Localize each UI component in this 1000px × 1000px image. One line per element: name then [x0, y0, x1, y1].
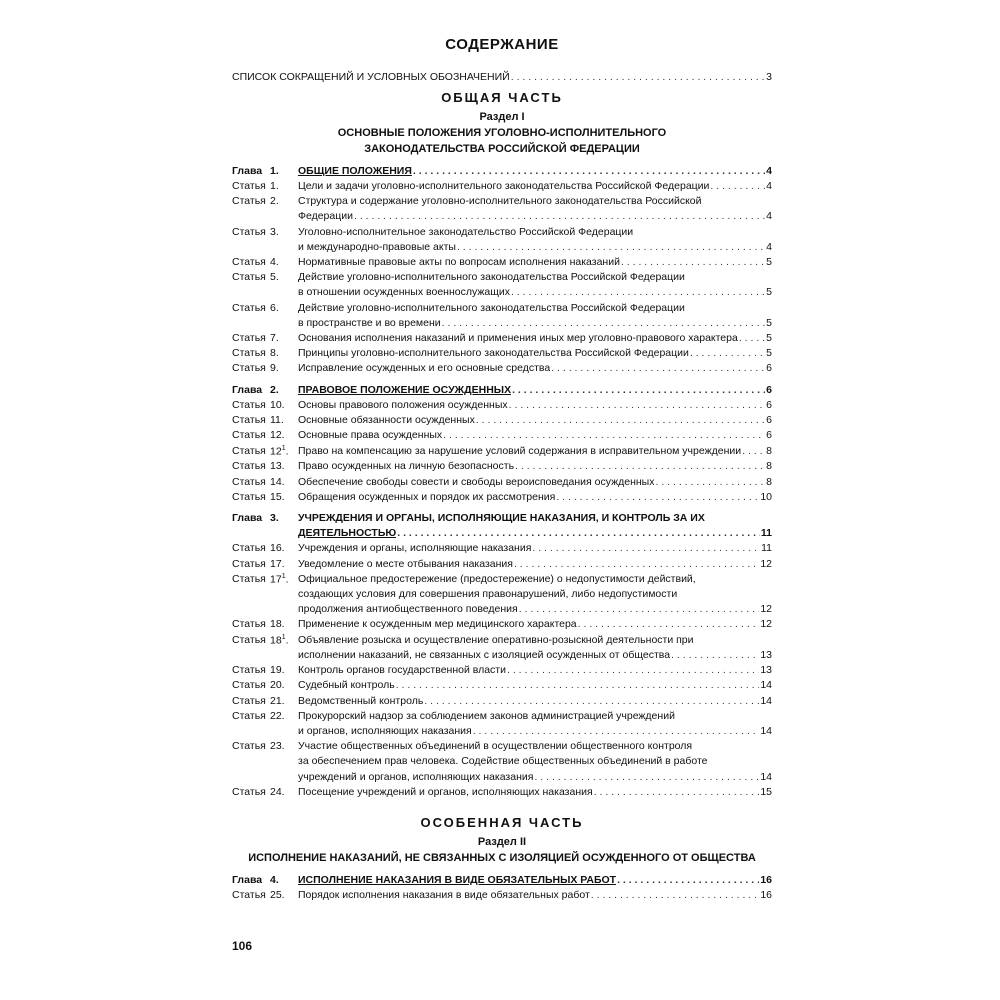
entry-number-text: 2.	[270, 195, 279, 208]
chapter-entry[interactable]	[232, 383, 772, 398]
page-title: СОДЕРЖАНИЕ	[445, 36, 559, 53]
entry-label: Статья	[232, 225, 266, 238]
entry-label: Статья	[232, 301, 266, 314]
entry-label: Статья	[232, 414, 266, 427]
entry-number-text: 15.	[270, 490, 285, 503]
entry-title: учреждений и органов, исполняющих наказания	[298, 770, 534, 783]
entry-number-text: 12	[270, 445, 282, 458]
entry-title: Принципы уголовно-исполнительного законодательства Российской Федерации	[298, 347, 689, 360]
entry-text-line: Прокурорский надзор за соблюдением законов администрацией учреждений	[298, 709, 675, 722]
page-ref: 11	[760, 527, 772, 540]
leader-dots	[617, 873, 759, 888]
entry-number-text: 4.	[270, 873, 279, 886]
leader-dots	[534, 770, 759, 785]
special-part-title: ОСОБЕННАЯ ЧАСТЬ	[420, 815, 584, 831]
entry-label: Статья	[232, 889, 266, 902]
leader-dots	[532, 541, 760, 556]
entry-number-sup: 1	[281, 633, 286, 641]
entry-label: Статья	[232, 694, 266, 707]
entry-label: Статья	[232, 664, 266, 677]
entry-label: Статья	[232, 740, 266, 753]
toc-list-general	[232, 164, 772, 800]
entry-title: Судебный контроль	[298, 679, 395, 692]
entry-title: Контроль органов государственной власти	[298, 664, 506, 677]
entry-title: Применение к осужденным мер медицинского характера	[298, 618, 577, 631]
toc-page	[232, 34, 772, 903]
entry-label: Статья	[232, 444, 266, 457]
entry-number-text: 13.	[270, 460, 285, 473]
entry-number	[270, 270, 298, 285]
leader-dots	[519, 602, 760, 617]
entry-number-text: 16.	[270, 542, 285, 555]
page-ref: 10	[760, 490, 772, 503]
page-ref: 13	[760, 648, 772, 661]
article-entry[interactable]	[232, 694, 772, 709]
entry-number	[270, 873, 298, 888]
page-ref: 6	[766, 383, 772, 396]
article-entry[interactable]	[232, 888, 772, 903]
entry-label: Статья	[232, 255, 266, 268]
leader-dots	[473, 724, 760, 739]
entry-title: Основные обязанности осужденных	[298, 414, 475, 427]
article-entry[interactable]	[232, 475, 772, 490]
entry-number-text: 4.	[270, 255, 279, 268]
entry-number	[270, 694, 298, 709]
section-number-2: Раздел II	[477, 835, 527, 848]
entry-number-text: 18	[270, 634, 282, 647]
leader-dots	[621, 255, 765, 270]
entry-title: и международно-правовые акты	[298, 240, 456, 253]
entry-number-text: 21.	[270, 694, 285, 707]
entry-number	[270, 572, 298, 588]
page-ref: 4	[766, 210, 772, 223]
leader-dots	[690, 346, 765, 361]
leader-dots	[551, 361, 765, 376]
page-ref: 5	[766, 286, 772, 299]
entry-number	[270, 541, 298, 556]
entry-number	[270, 255, 298, 270]
page-ref: 16	[760, 889, 772, 902]
leader-dots	[413, 164, 765, 179]
leader-dots	[457, 240, 765, 255]
entry-title: ДЕЯТЕЛЬНОСТЬЮ	[298, 527, 397, 540]
entry-number	[270, 361, 298, 376]
entry-title: Нормативные правовые акты по вопросам исполнения наказаний	[298, 255, 620, 268]
entry-number-suffix: .	[285, 445, 289, 458]
page-ref: 6	[766, 398, 772, 411]
page-ref: 12	[760, 557, 772, 570]
entry-number	[270, 164, 298, 179]
entry-number-text: 7.	[270, 332, 279, 345]
article-entry[interactable]	[232, 331, 772, 346]
entry-number-text: 8.	[270, 347, 279, 360]
entry-number	[270, 459, 298, 474]
entry-text-line: создающих условия для совершения правонарушений, либо недопустимости	[298, 588, 678, 601]
entry-text-line: Уголовно-исполнительное законодательство Российской Федерации	[298, 225, 634, 238]
entry-number	[270, 331, 298, 346]
entry-number-suffix: .	[285, 634, 289, 647]
entry-title: Право на компенсацию за нарушение условий содержания в исправительном учреждении	[298, 444, 742, 457]
chapter-entry[interactable]	[232, 164, 772, 179]
article-entry[interactable]	[232, 255, 772, 270]
page-ref: 14	[760, 694, 772, 707]
entry-number	[270, 739, 298, 754]
entry-number	[270, 709, 298, 724]
entry-number-text: 22.	[270, 709, 285, 722]
entry-title: Ведомственный контроль	[298, 694, 424, 707]
entry-number	[270, 633, 298, 649]
section-number: Раздел I	[479, 110, 525, 123]
entry-number	[270, 678, 298, 693]
article-entry[interactable]	[232, 678, 772, 693]
article-entry[interactable]	[232, 301, 772, 331]
entry-number-text: 3.	[270, 511, 279, 524]
leader-dots	[397, 526, 760, 541]
leader-dots	[556, 490, 759, 505]
entry-label: Статья	[232, 195, 266, 208]
entry-number	[270, 179, 298, 194]
entry-title: Уведомление о месте отбывания наказания	[298, 557, 513, 570]
entry-text-line: Участие общественных объединений в осуществлении общественного контроля	[298, 740, 693, 753]
article-entry[interactable]	[232, 633, 772, 663]
entry-number	[270, 194, 298, 209]
section-title: ОСНОВНЫЕ ПОЛОЖЕНИЯ УГОЛОВНО-ИСПОЛНИТЕЛЬНОГО ЗАКОНОДАТЕЛЬСТВА РОССИЙСКОЙ ФЕДЕРАЦИИ	[337, 126, 667, 155]
page-ref: 8	[766, 444, 772, 457]
entry-number-text: 17.	[270, 557, 285, 570]
article-entry[interactable]	[232, 270, 772, 300]
entry-number-text: 20.	[270, 679, 285, 692]
entry-title: Обращения осужденных и порядок их рассмотрения	[298, 490, 556, 503]
article-entry[interactable]	[232, 709, 772, 739]
entry-number	[270, 888, 298, 903]
leader-dots	[442, 316, 766, 331]
leader-dots	[514, 557, 759, 572]
entry-text-line: Структура и содержание уголовно-исполнительного законодательства Российской	[298, 195, 702, 208]
page-ref: 15	[760, 785, 772, 798]
entry-number	[270, 557, 298, 572]
entry-number-text: 3.	[270, 225, 279, 238]
entry-label: Статья	[232, 475, 266, 488]
entry-title: Посещение учреждений и органов, исполняющих наказания	[298, 785, 593, 798]
entry-number-sup: 1	[281, 444, 286, 452]
entry-title: ПРАВОВОЕ ПОЛОЖЕНИЕ ОСУЖДЕННЫХ	[298, 383, 512, 396]
page-ref: 14	[760, 725, 772, 737]
page-ref: 16	[760, 873, 772, 886]
article-entry[interactable]	[232, 225, 772, 255]
page-number: 106	[232, 939, 253, 953]
entry-title: Основы правового положения осужденных	[298, 398, 508, 411]
entry-label: Статья	[232, 557, 266, 570]
entry-label: Глава	[232, 383, 263, 396]
article-entry[interactable]	[232, 541, 772, 556]
chapter-entry[interactable]	[232, 511, 772, 541]
entry-number	[270, 383, 298, 398]
entry-number-text: 6.	[270, 301, 279, 314]
leader-dots	[476, 413, 765, 428]
entry-number	[270, 398, 298, 413]
entry-number	[270, 785, 298, 800]
article-entry[interactable]	[232, 194, 772, 224]
leader-dots	[655, 475, 765, 490]
entry-label: Статья	[232, 271, 266, 284]
article-entry[interactable]	[232, 361, 772, 376]
entry-text-line: Действие уголовно-исполнительного законодательства Российской Федерации	[298, 301, 685, 314]
entry-number-text: 24.	[270, 785, 285, 798]
page-ref: 5	[766, 255, 772, 268]
entry-title: Цели и задачи уголовно-исполнительного законодательства Российской Федерации	[298, 179, 710, 192]
entry-number-text: 2.	[270, 383, 279, 396]
entry-number	[270, 617, 298, 632]
entry-number-text: 9.	[270, 362, 279, 375]
page-ref: 13	[760, 664, 772, 677]
page-ref: 5	[766, 332, 772, 345]
entry-number	[270, 511, 298, 526]
entry-label: Статья	[232, 429, 266, 442]
entry-number	[270, 490, 298, 505]
leader-dots	[443, 428, 765, 443]
entry-number	[270, 475, 298, 490]
entry-number-text: 14.	[270, 475, 285, 488]
entry-label: Статья	[232, 785, 266, 798]
article-entry[interactable]	[232, 572, 772, 618]
entry-label: Статья	[232, 332, 266, 345]
entry-title: Право осужденных на личную безопасность	[298, 460, 515, 473]
leader-dots	[424, 694, 759, 709]
entry-label: Статья	[232, 709, 266, 722]
article-entry[interactable]	[232, 444, 772, 460]
entry-label: Глава	[232, 164, 263, 177]
entry-number-text: 1.	[270, 164, 279, 177]
entry-label: Статья	[232, 679, 266, 692]
article-entry[interactable]	[232, 413, 772, 428]
entry-label: Глава	[232, 511, 263, 524]
entry-label: Статья	[232, 542, 266, 555]
article-entry[interactable]	[232, 179, 772, 194]
entry-title: исполнении наказаний, не связанных с изоляцией осужденных от общества	[298, 648, 671, 661]
entry-title: ОБЩИЕ ПОЛОЖЕНИЯ	[298, 164, 412, 177]
entry-text-line: за обеспечением прав человека. Содействие общественных объединений в работе	[298, 755, 708, 768]
entry-number	[270, 346, 298, 361]
article-entry[interactable]	[232, 459, 772, 474]
abbrev-text: СПИСОК СОКРАЩЕНИЙ И УСЛОВНЫХ ОБОЗНАЧЕНИЙ	[232, 70, 510, 83]
page-ref: 6	[766, 414, 772, 427]
article-entry[interactable]	[232, 346, 772, 361]
article-entry[interactable]	[232, 557, 772, 572]
page-ref: 14	[760, 679, 772, 692]
entry-number-text: 19.	[270, 664, 285, 677]
entry-label: Статья	[232, 490, 266, 503]
entry-text-line: Объявление розыска и осуществление оперативно-розыскной деятельности при	[298, 633, 694, 646]
entry-title: и органов, исполняющих наказания	[298, 725, 472, 737]
entry-number-suffix: .	[285, 573, 289, 586]
entry-title: Федерации	[298, 210, 353, 223]
page-ref: 4	[766, 240, 772, 253]
leader-dots	[710, 179, 765, 194]
leader-dots	[671, 648, 759, 663]
entry-number-text: 10.	[270, 398, 285, 411]
entry-title: в пространстве и во времени	[298, 316, 441, 329]
entry-title: ИСПОЛНЕНИЕ НАКАЗАНИЯ В ВИДЕ ОБЯЗАТЕЛЬНЫХ РАБОТ	[298, 873, 617, 886]
leader-dots	[594, 785, 760, 800]
entry-text-line: Действие уголовно-исполнительного законодательства Российской Федерации	[298, 271, 685, 284]
leader-dots	[578, 617, 760, 632]
entry-label: Статья	[232, 618, 266, 631]
entry-label: Статья	[232, 398, 266, 411]
article-entry[interactable]	[232, 663, 772, 678]
page-ref: 4	[766, 179, 772, 192]
entry-number	[270, 444, 298, 460]
page-ref: 12	[760, 618, 772, 631]
page-ref: 4	[766, 164, 772, 177]
page-ref: 8	[766, 475, 772, 488]
leader-dots	[396, 678, 760, 693]
article-entry[interactable]	[232, 739, 772, 785]
page-ref: 5	[766, 347, 772, 360]
leader-dots	[591, 888, 760, 903]
entry-title: Основные права осужденных	[298, 429, 443, 442]
entry-title: Основания исполнения наказаний и применения иных мер уголовно-правового характера	[298, 332, 738, 345]
abbrev-entry[interactable]	[232, 70, 772, 85]
entry-number-text: 11.	[270, 414, 284, 427]
article-entry[interactable]	[232, 617, 772, 632]
page-ref: 6	[766, 429, 772, 442]
page-ref: 14	[760, 770, 772, 783]
entry-title: Обеспечение свободы совести и свободы вероисповедания осужденных	[298, 475, 655, 488]
page-ref: 12	[760, 603, 772, 616]
toc-list-special	[232, 873, 772, 903]
entry-title: продолжения антиобщественного поведения	[298, 603, 518, 616]
entry-label: Статья	[232, 460, 266, 473]
entry-text-line: Официальное предостережение (предостережение) о недопустимости действий,	[298, 572, 696, 585]
entry-label: Статья	[232, 362, 266, 375]
leader-dots	[742, 444, 765, 459]
page-ref: 11	[761, 542, 772, 555]
leader-dots	[509, 398, 766, 413]
entry-number	[270, 225, 298, 240]
entry-number	[270, 428, 298, 443]
leader-dots	[507, 663, 759, 678]
entry-number-text: 1.	[270, 179, 279, 192]
entry-title: в отношении осужденных военнослужащих	[298, 286, 510, 299]
article-entry[interactable]	[232, 428, 772, 443]
general-part-title: ОБЩАЯ ЧАСТЬ	[441, 89, 563, 105]
entry-title: Учреждения и органы, исполняющие наказания	[298, 542, 532, 555]
article-entry[interactable]	[232, 785, 772, 800]
entry-label: Статья	[232, 179, 266, 192]
entry-number-text: 23.	[270, 740, 285, 753]
chapter-entry[interactable]	[232, 873, 772, 888]
leader-dots	[515, 459, 765, 474]
entry-number	[270, 663, 298, 678]
leader-dots	[511, 285, 765, 300]
entry-number-text: 17	[270, 573, 282, 586]
entry-number	[270, 301, 298, 316]
entry-number-text: 5.	[270, 271, 279, 284]
entry-title: Исправление осужденных и его основные средства	[298, 362, 551, 375]
leader-dots	[739, 331, 765, 346]
entry-label: Статья	[232, 633, 266, 646]
leader-dots	[511, 70, 765, 85]
entry-number-text: 12.	[270, 429, 285, 442]
entry-title: Порядок исполнения наказания в виде обязательных работ	[298, 889, 590, 902]
entry-number-text: 18.	[270, 618, 285, 631]
section-title-2: ИСПОЛНЕНИЕ НАКАЗАНИЙ, НЕ СВЯЗАННЫХ С ИЗОЛЯЦИЕЙ ОСУЖДЕННОГО ОТ ОБЩЕСТВА	[248, 851, 756, 864]
entry-label: Статья	[232, 347, 266, 360]
page-ref: 6	[766, 362, 772, 375]
page-ref: 8	[766, 460, 772, 473]
entry-text-line: УЧРЕЖДЕНИЯ И ОРГАНЫ, ИСПОЛНЯЮЩИЕ НАКАЗАНИЯ, И КОНТРОЛЬ ЗА ИХ	[298, 511, 705, 524]
article-entry[interactable]	[232, 398, 772, 413]
leader-dots	[354, 209, 765, 224]
page-ref: 5	[766, 316, 772, 329]
entry-number-sup: 1	[281, 572, 286, 580]
page-ref: 3	[766, 70, 772, 83]
entry-number	[270, 413, 298, 428]
leader-dots	[512, 383, 765, 398]
entry-label: Глава	[232, 873, 263, 886]
entry-label: Статья	[232, 572, 266, 585]
article-entry[interactable]	[232, 490, 772, 505]
entry-number-text: 25.	[270, 889, 285, 902]
